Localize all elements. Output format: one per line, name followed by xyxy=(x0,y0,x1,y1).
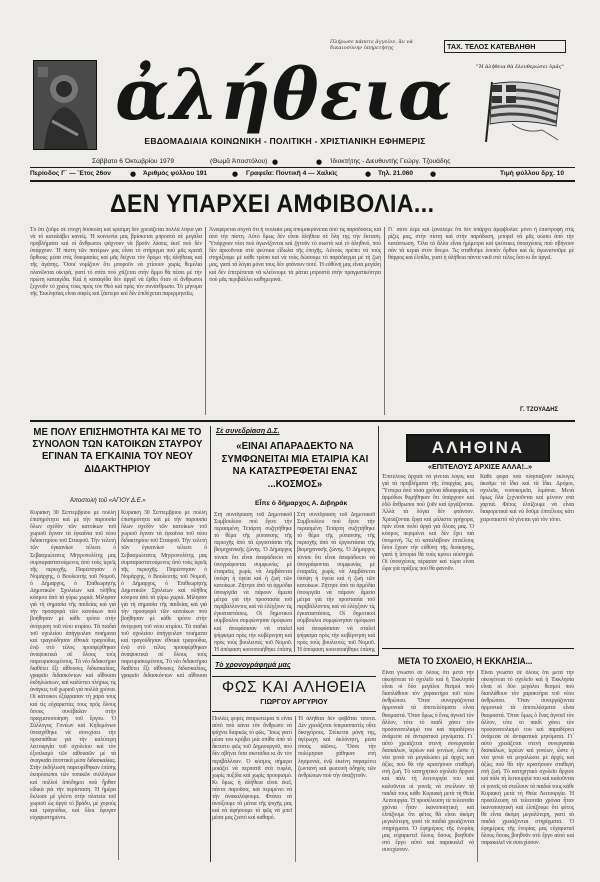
school-headline: ΜΕΤΑ ΤΟ ΣΧΟΛΕΙΟ, Η ΕΚΚΛΗΣΙΑ... xyxy=(398,656,533,666)
strip-rule xyxy=(30,180,575,182)
bullet-icon: ● xyxy=(316,158,323,166)
mid-story-headline-box xyxy=(214,440,376,502)
postage-paid-box: ΤΑΧ. ΤΕΛΟΣ ΚΑΤΕΒΛΗΘΗ xyxy=(444,40,566,53)
strip-rule xyxy=(30,167,575,168)
saint-icon-image xyxy=(33,60,97,150)
masthead-title: ἀλήθεια xyxy=(115,53,453,136)
bullet-icon: ● xyxy=(365,170,372,178)
chronicle-col-2: Ἡ ἀλήθεια δὲν φοβᾶται τίποτα. Δὲν χρειάζεται ὑπερασπιστὲς οὔτε δικηγόρους. Στέκεται μόνη της, ἀγέρωχη καὶ ἀκλόνητη, μέσα στοὺς αἰῶνες. Ὅσοι τὴν πολέμησαν χάθηκαν στὴ λησμονιά, ἐνῷ ἐκείνη παραμένει ζωντανὴ καὶ φωτεινὴ ὁδηγὸς τῶν ἀνθρώπων ποὺ τὴν ἀναζητοῦν. xyxy=(298,716,376,779)
alithina-col-1: Ἐπιτέλους ἄρχισε νὰ γίνεται λόγος καὶ γιὰ τὰ προβλήματα τῆς ἐπαρχίας μας. Ὕστερα ἀπὸ τόσα χρόνια ἀδιαφορίας οἱ ἁρμόδιοι θυμήθηκαν ὅτι ὑπάρχουν καὶ ἐδῶ ἄνθρωποι ποὺ ζοῦν καὶ ἐργάζονται. Ἀλλὰ τὰ λόγια δὲν φτάνουν. Χρειάζονται ἔργα καὶ μάλιστα γρήγορα, πρὶν εἶναι πολὺ ἀργά γιὰ ὅλους μας. Ὁ κόσμος περιμένει καὶ δὲν ἔχει πιὰ ὑπομονή. Ἂς τὸ καταλάβουν ἐπιτέλους ὅσοι ἔχουν τὴν εὐθύνη τῆς διοίκησης, γιατὶ ἡ ἱστορία θὰ τοὺς κρίνει αὐστηρά. Οἱ ὑποσχέσεις πέρασαν καὶ τώρα εἶναι ὥρα γιὰ πράξεις ποὺ θὰ φανοῦν. xyxy=(382,474,474,573)
mid-story-deck: Εἶπε ὁ δήμαρχος Α. Διβηράκ xyxy=(255,500,348,507)
chronicle-col-1: Πολλὲς φορὲς ἀναρωτιέμαι τί εἶναι αὐτὸ ποὺ κάνει τὸν ἄνθρωπο νὰ ψάχνει διαρκῶς τὸ φῶς. Ἴσως γιατὶ μέσα του κρύβει μιὰ σπίθα ἀπὸ τὸ ἄκτιστο φῶς τοῦ Δημιουργοῦ, ποὺ δὲν σβήνει ὅσα σκοτάδια κι ἂν τὸν περιβάλλουν. Ὁ κόσμος σήμερα μοιάζει νὰ περπατᾶ στὰ τυφλά, χωρὶς πυξίδα καὶ χωρὶς προορισμό. Κι ὅμως ἡ ἀλήθεια εἶναι ἐκεῖ, πάντα παροῦσα, καὶ περιμένει νὰ τὴν ἀνακαλύψουμε. Φτάνει νὰ ἀνοίξουμε τὰ μάτια τῆς ψυχῆς μας καὶ νὰ ἀφήσουμε τὸ φῶς νὰ μπεῖ μέσα μας ζεστὸ καὶ καθαρό. xyxy=(212,716,292,822)
section-rule xyxy=(382,648,574,649)
chronicle-author: ΓΙΩΡΓΟΥ ΑΡΓΥΡΙΟΥ xyxy=(260,699,328,706)
lead-column-2: Ἀναφέρεται συχνὰ ὅτι ἡ νεολαία μας ἀπομακρύνεται ἀπὸ τὶς παραδόσεις καὶ ἀπὸ τὴν πίστη. Αὐτὸ ὅμως δὲν εἶναι ἀλήθεια σὲ ὅλη της τὴν ἔκταση. Ὑπάρχουν νέοι ποὺ ἀγωνίζονται καὶ ζητοῦν τὸ σωστὸ καὶ τὸ ἀληθινό, ποὺ δὲν ἀρκοῦνται στὰ ψεύτικα εἴδωλα τῆς ἐποχῆς. Αὐτοὺς πρέπει νὰ τοὺς στηρίξουμε μὲ κάθε τρόπο καὶ νὰ τοὺς δώσουμε τὸ παράδειγμα μὲ τὴ ζωή μας, γιατὶ τὰ λόγια μόνα τους δὲν φτάνουν ποτέ. Ἡ εὐθύνη μας εἶναι μεγάλη καὶ δὲν ἐπιτρέπεται νὰ κλείνουμε τὰ μάτια μπροστὰ στὴν πραγματικότητα ποὺ μᾶς περιβάλλει καθημερινά. xyxy=(209,227,381,283)
section-rule xyxy=(212,655,378,656)
school-col-1: Εἶναι γνωστὸ σὲ ὅλους ὅτι μετὰ τὴν οἰκογένεια τὸ σχολεῖο καὶ ἡ Ἐκκλησία εἶναι οἱ δύο μεγάλοι θεσμοὶ ποὺ διαπλάθουν τὸν χαρακτήρα τοῦ νέου ἀνθρώπου. Ὅταν συνεργάζονται ἁρμονικὰ τὰ ἀποτελέσματα εἶναι θαυμαστά. Ὅταν ὅμως ὁ ἕνας ἀγνοεῖ τὸν ἄλλον, τότε τὸ παιδὶ χάνει τὸν προσανατολισμό του καὶ παραδέρνει ἀνάμεσα σὲ ἀντιφατικὰ μηνύματα. Γι᾽ αὐτὸ χρειάζεται στενὴ συνεργασία δασκάλων, ἱερέων καὶ γονέων, ὥστε ἡ νέα γενιὰ νὰ μεγαλώσει μὲ ἀρχὲς καὶ ἀξίες ποὺ θὰ τὴν κρατήσουν σταθερὴ στὴ ζωή. Τὸ κατηχητικὸ σχολεῖο ἄρχισε καὶ πάλι τὴ λειτουργία του καὶ καλοῦνται οἱ γονεῖς νὰ στείλουν τὰ παιδιά τους κάθε Κυριακὴ μετὰ τὴ Θεία Λειτουργία. Ἡ προσέλευση τὰ τελευταῖα χρόνια ἦταν ἱκανοποιητικὴ καὶ ἐλπίζουμε ὅτι φέτος θὰ εἶναι ἀκόμη μεγαλύτερη, γιατὶ τὰ παιδιὰ χρειάζονται στηρίγματα. Ὁ ἐφημέριος τῆς ἐνορίας μας εὐχαριστεῖ ὅλους ὅσους βοηθοῦν στὸ ἔργο αὐτό καὶ παρακαλεῖ νὰ συνεχίσουν. xyxy=(382,670,474,854)
chronicle-kicker: Τὸ χρονογράφημά μας xyxy=(215,662,291,669)
lead-column-3: Γι᾽ αὐτὸ λέμε καὶ ξαναλέμε ὅτι δὲν ὑπάρχει ἀμφιβολία: μόνο ἡ ἐπιστροφὴ στὶς ρίζες μας, στὴν πίστη καὶ στὴν παράδοση, μπορεῖ νὰ μᾶς σώσει ἀπὸ τὴν κατάπτωση. Ὅλα τὰ ἄλλα εἶναι ἡμίμετρα καὶ ψεύτικες ὑποσχέσεις ποὺ σβήνουν σὰν τὰ κεριὰ στὸν ἄνεμο. Ἂς σταθοῦμε λοιπὸν ὄρθιοι καὶ ἂς ἀγωνιστοῦμε μὲ θάρρος καὶ ἐλπίδα, γιατὶ ἡ ἀλήθεια πάντα νικᾶ στὸ τέλος ὅσο κι ἂν ἀργεῖ. xyxy=(388,227,574,262)
phone-number: Τηλ. 21.060 xyxy=(378,170,414,177)
mid-story-col-1: Στὴ συνεδρίαση τοῦ Δημοτικοῦ Συμβουλίου ποὺ ἔγινε τὴν περασμένη Τετάρτη συζητήθηκε τὸ θέμα τῆς ρύπανσης τῆς περιοχῆς ἀπὸ τὰ ἐργοστάσια τῆς βιομηχανικῆς ζώνης. Ὁ Δήμαρχος τόνισε ὅτι εἶναι ἀπαράδεκτο νὰ ὑπογράφονται συμφωνίες μὲ ἑταιρεῖες χωρὶς νὰ λαμβάνεται ὑπόψη ἡ ὑγεία καὶ ἡ ζωὴ τῶν κατοίκων. Ζήτησε ἀπὸ τὰ ἁρμόδια ὑπουργεῖα νὰ πάρουν ἄμεσα μέτρα γιὰ τὴν προστασία τοῦ περιβάλλοντος καὶ νὰ ἐλέγξουν τὶς ἐγκαταστάσεις. Οἱ δημοτικοὶ σύμβουλοι συμφώνησαν ὁμόφωνα καὶ ἀποφάσισαν νὰ σταλεῖ ψήφισμα πρὸς τὴν κυβέρνηση καὶ πρὸς τοὺς βουλευτὲς τοῦ Νομοῦ. Ἡ ἀπόφαση κοινοποιήθηκε ἐπίσης xyxy=(214,512,292,652)
chronicle-title-box xyxy=(212,676,376,712)
saint-icon xyxy=(34,61,96,149)
column-rule xyxy=(477,670,478,862)
office-address: Γραφεῖα: Ποντικῆ 4 — Χαλκὶς xyxy=(246,170,338,177)
chronicle-title: ΦΩΣ ΚΑΙ ΑΛΗΘΕΙΑ xyxy=(221,679,367,696)
alithina-subtitle: «ΕΠΙΤΕΛΟΥΣ ΑΡΧΙΣΕ ΑΛΛΑ!..» xyxy=(428,462,532,471)
bullet-icon: ● xyxy=(272,158,279,166)
column-rule xyxy=(210,426,211,862)
mid-story-headline: «ΕΙΝΑΙ ΑΠΑΡΑΔΕΚΤΟ ΝΑ ΣΥΜΦΩΝΕΙΤΑΙ ΜΙΑ ΕΤΑΙΡΙΑ ΚΑΙ ΝΑ ΚΑΤΑΣΤΡΕΦΕΤΑΙ ΕΝΑΣ ...ΚΟΣΜΟΣ» xyxy=(221,440,369,490)
column-rule xyxy=(205,227,206,415)
left-story-col-1: Κυριακὴ 30 Σεπτεμβρίου μὲ πολλὴ ἐπισημότητα καὶ μὲ τὴν παρουσία ὅλων σχεδὸν τῶν κατοίκων τοῦ χωριοῦ ἔγιναν τὰ ἐγκαίνια τοῦ νέου διδακτηρίου τοῦ Σταυροῦ. Τὴν τελετὴ τῶν ἐγκαινίων τέλεσε ὁ Σεβασμιώτατος Μητροπολίτης μας συμπαραστατούμενος ἀπὸ τοὺς ἱερεῖς τῆς περιοχῆς. Παρέστησαν ὁ Νομάρχης, ὁ Βουλευτὴς τοῦ Νομοῦ, ὁ Δήμαρχος, ὁ Ἐπιθεωρητὴς Δημοτικῶν Σχολείων καὶ πλῆθος κόσμου ἀπὸ τὰ γύρω χωριά. Μίλησαν γιὰ τὴ σημασία τῆς παιδείας καὶ γιὰ τὴν προσφορὰ τῶν κατοίκων ποὺ βοήθησαν μὲ κάθε τρόπο στὴν ἀνέγερση τοῦ νέου κτιρίου. Τὰ παιδιὰ τοῦ σχολείου ἀπήγγειλαν ποιήματα καὶ τραγούδησαν ἐθνικὰ τραγούδια, ἐνῷ στὸ τέλος προσφέρθηκαν ἀναψυκτικὰ σὲ ὅλους τοὺς παρευρισκομένους. Τὸ νέο διδακτήριο διαθέτει ἕξι αἴθουσες διδασκαλίας, γραφεῖο διδασκόντων καὶ αἴθουσα ἐκδηλώσεων, καὶ καλύπτει πλήρως τὶς ἀνάγκες τοῦ χωριοῦ γιὰ πολλὰ χρόνια. Οἱ κάτοικοι ἐξέφρασαν τὴ χαρά τους καὶ τὶς εὐχαριστίες τους πρὸς ὅλους ὅσους συνέβαλαν στὴν πραγματοποίηση τοῦ ἔργου. Ὁ Σύλλογος Γονέων καὶ Κηδεμόνων ὑποσχέθηκε νὰ συνεχίσει τὴν προσπάθεια γιὰ τὴν καλύτερη λειτουργία τοῦ σχολείου καὶ τὸν ἐξοπλισμὸ τῶν αἰθουσῶν μὲ τὰ ἀναγκαῖα ἐποπτικὰ μέσα διδασκαλίας. Στὴν ἐκδήλωση παρευρέθηκαν ἐπίσης ἐκπρόσωποι τῶν τοπικῶν συλλόγων καὶ πολλοὶ ἀπόδημοι ποὺ ἦρθαν εἰδικὰ γιὰ τὴν περίσταση. Ἡ ἡμέρα ἔκλεισε μὲ γλέντι στὴν πλατεία τοῦ χωριοῦ ὡς ἀργὰ τὸ βράδυ, μὲ χορούς καὶ τραγούδια, καὶ ὅλοι ἔφυγαν εὐχαριστημένοι. xyxy=(30,510,116,822)
issue-date: Σάββατο 6 Ὀκτωβρίου 1979 xyxy=(92,158,174,165)
masthead-subtitle: ΕΒΔΟΜΑΔΙΑΙΑ ΚΟΙΝΩΝΙΚΗ - ΠΟΛΙΤΙΚΗ - ΧΡΙΣΤΙΑΝΙΚΗ ΕΦΗΜΕΡΙΣ xyxy=(144,136,426,146)
bullet-icon: ● xyxy=(232,170,239,178)
alithina-col-2: Κάθε φορὰ ποὺ πλησιάζουν ἐκλογὲς ἀκοῦμε τὰ ἴδια καὶ τὰ ἴδια. Δρόμοι, σχολεῖα, νοσοκομεῖα, λιμάνια. Μετὰ ὅμως ὅλα ξεχνιοῦνται καὶ μένουν στὰ χαρτιά. Φέτος ἐλπίζουμε νὰ εἶναι διαφορετικά καὶ νὰ δοῦμε ἐπιτέλους κάτι χειροπιαστό νὰ γίνεται γιὰ τὸν τόπο. xyxy=(480,474,574,523)
left-story-headline-box xyxy=(30,426,206,496)
price: Τιμὴ φύλλου δρχ. 10 xyxy=(500,170,565,177)
lead-signature: Γ. ΤΖΟΥΑΔΗΣ xyxy=(520,407,559,413)
flag-caption: "Ἡ ἀλήθεια θὰ ἐλευθερώσει ὑμᾶς" xyxy=(476,64,564,70)
column-rule xyxy=(384,227,385,415)
mid-story-col-2: Στὴ συνεδρίαση τοῦ Δημοτικοῦ Συμβουλίου ποὺ ἔγινε τὴν περασμένη Τετάρτη συζητήθηκε τὸ θέμα τῆς ρύπανσης τῆς περιοχῆς ἀπὸ τὰ ἐργοστάσια τῆς βιομηχανικῆς ζώνης. Ὁ Δήμαρχος τόνισε ὅτι εἶναι ἀπαράδεκτο νὰ ὑπογράφονται συμφωνίες μὲ ἑταιρεῖες χωρὶς νὰ λαμβάνεται ὑπόψη ἡ ὑγεία καὶ ἡ ζωὴ τῶν κατοίκων. Ζήτησε ἀπὸ τὰ ἁρμόδια ὑπουργεῖα νὰ πάρουν ἄμεσα μέτρα γιὰ τὴν προστασία τοῦ περιβάλλοντος καὶ νὰ ἐλέγξουν τὶς ἐγκαταστάσεις. Οἱ δημοτικοὶ σύμβουλοι συμφώνησαν ὁμόφωνα καὶ ἀποφάσισαν νὰ σταλεῖ ψήφισμα πρὸς τὴν κυβέρνηση καὶ πρὸς τοὺς βουλευτὲς τοῦ Νομοῦ. Ἡ ἀπόφαση κοινοποιήθηκε ἐπίσης xyxy=(297,512,375,652)
lead-headline: ΔΕΝ ΥΠΑΡΧΕΙ ΑΜΦΙΒΟΛΙΑ... xyxy=(110,190,435,218)
column-rule xyxy=(378,426,379,656)
column-rule xyxy=(295,716,296,862)
left-story-headline: ΜΕ ΠΟΛΥ ΕΠΙΣΗΜΟΤΗΤΑ ΚΑΙ ΜΕ ΤΟ ΣΥΝΟΛΟΝ ΤΩΝ ΚΑΤΟΙΚΩΝ ΣΤΑΥΡΟΥ ΕΓΙΝΑΝ ΤΑ ΕΓΚΑΙΝΙΑ ΤΟΥ ΝΕΟΥ ΔΙΔΑΚΤΗΡΙΟΥ xyxy=(32,426,203,475)
greek-flag-image xyxy=(482,80,564,142)
top-note-left: Πλήρωσε κάποτε ἀγγεῖον, ἂν νὰ δικαιοσύνην ὑπηρετήσῃς xyxy=(330,39,413,51)
alithina-banner xyxy=(406,434,550,462)
school-col-2: Εἶναι γνωστὸ σὲ ὅλους ὅτι μετὰ τὴν οἰκογένεια τὸ σχολεῖο καὶ ἡ Ἐκκλησία εἶναι οἱ δύο μεγάλοι θεσμοὶ ποὺ διαπλάθουν τὸν χαρακτήρα τοῦ νέου ἀνθρώπου. Ὅταν συνεργάζονται ἁρμονικὰ τὰ ἀποτελέσματα εἶναι θαυμαστά. Ὅταν ὅμως ὁ ἕνας ἀγνοεῖ τὸν ἄλλον, τότε τὸ παιδὶ χάνει τὸν προσανατολισμό του καὶ παραδέρνει ἀνάμεσα σὲ ἀντιφατικὰ μηνύματα. Γι᾽ αὐτὸ χρειάζεται στενὴ συνεργασία δασκάλων, ἱερέων καὶ γονέων, ὥστε ἡ νέα γενιὰ νὰ μεγαλώσει μὲ ἀρχὲς καὶ ἀξίες ποὺ θὰ τὴν κρατήσουν σταθερὴ στὴ ζωή. Τὸ κατηχητικὸ σχολεῖο ἄρχισε καὶ πάλι τὴ λειτουργία του καὶ καλοῦνται οἱ γονεῖς νὰ στείλουν τὰ παιδιά τους κάθε Κυριακὴ μετὰ τὴ Θεία Λειτουργία. Ἡ προσέλευση τὰ τελευταῖα χρόνια ἦταν ἱκανοποιητικὴ καὶ ἐλπίζουμε ὅτι φέτος θὰ εἶναι ἀκόμη μεγαλύτερη, γιατὶ τὰ παιδιὰ χρειάζονται στηρίγματα. Ὁ ἐφημέριος τῆς ἐνορίας μας εὐχαριστεῖ ὅλους ὅσους βοηθοῦν στὸ ἔργο αὐτό καὶ παρακαλεῖ νὰ συνεχίσουν. xyxy=(481,670,574,847)
left-story-byline: Ἀποστολὴ τοῦ «ΑΓΙΟΥ Δ.Ε.» xyxy=(70,498,146,504)
flag-icon xyxy=(482,80,564,142)
left-story-col-2: Κυριακὴ 30 Σεπτεμβρίου μὲ πολλὴ ἐπισημότητα καὶ μὲ τὴν παρουσία ὅλων σχεδὸν τῶν κατοίκων τοῦ χωριοῦ ἔγιναν τὰ ἐγκαίνια τοῦ νέου διδακτηρίου τοῦ Σταυροῦ. Τὴν τελετὴ τῶν ἐγκαινίων τέλεσε ὁ Σεβασμιώτατος Μητροπολίτης μας συμπαραστατούμενος ἀπὸ τοὺς ἱερεῖς τῆς περιοχῆς. Παρέστησαν ὁ Νομάρχης, ὁ Βουλευτὴς τοῦ Νομοῦ, ὁ Δήμαρχος, ὁ Ἐπιθεωρητὴς Δημοτικῶν Σχολείων καὶ πλῆθος κόσμου ἀπὸ τὰ γύρω χωριά. Μίλησαν γιὰ τὴ σημασία τῆς παιδείας καὶ γιὰ τὴν προσφορὰ τῶν κατοίκων ποὺ βοήθησαν μὲ κάθε τρόπο στὴν ἀνέγερση τοῦ νέου κτιρίου. Τὰ παιδιὰ τοῦ σχολείου ἀπήγγειλαν ποιήματα καὶ τραγούδησαν ἐθνικὰ τραγούδια, ἐνῷ στὸ τέλος προσφέρθηκαν ἀναψυκτικὰ σὲ ὅλους τοὺς παρευρισκομένους. Τὸ νέο διδακτήριο διαθέτει ἕξι αἴθουσες διδασκαλίας, γραφεῖο διδασκόντων καὶ αἴθουσα xyxy=(121,510,207,680)
alithina-title: ΑΛΗΘΙΝΑ xyxy=(431,438,525,457)
period-year: Περίοδος Γ΄ — Ἔτος 26ον xyxy=(30,170,111,177)
owner-line: Ἰδιοκτήτης - Διευθυντὴς Γεώργ. Τζουάδης xyxy=(330,158,451,165)
feast-day: (Θωμᾶ Ἀποστόλου) xyxy=(210,158,268,165)
bullet-icon: ● xyxy=(130,170,137,178)
section-rule xyxy=(30,420,575,422)
lead-column-1: Τὸ ὅτι ζοῦμε σὲ ἐποχὴ δύσκολη καὶ κρίσιμη δὲν χρειάζεται πολλὰ λόγια γιὰ νὰ τὸ καταλάβει κανείς. Ἡ κοινωνία μας βρίσκεται μπροστὰ σὲ μεγάλα προβλήματα καὶ οἱ ἄνθρωποι ψάχνουν νὰ βροῦν λύσεις ἐκεῖ ποὺ δὲν ὑπάρχουν. Ἡ πίστη τῶν πατέρων μας εἶναι τὸ στήριγμα ποὺ μᾶς κρατᾶ ὄρθιους μέσα στὶς δοκιμασίες καὶ μᾶς δείχνει τὸν δρόμο τῆς ἀλήθειας καὶ τῆς ἀγάπης. Ὅσοι νομίζουν ὅτι μποροῦν νὰ χτίσουν χωρὶς θεμέλια πλανῶνται οἰκτρά, γιατὶ τὸ σπίτι ποὺ χτίζεται στὴν ἄμμο θὰ πέσει μὲ τὴν πρώτη καταιγίδα. Καὶ ἡ καταιγίδα δὲν ἀργεῖ νὰ ἔρθει ὅταν οἱ ἄνθρωποι ξεχνοῦν τὸ χρέος τους πρὸς τὸν Θεὸ καὶ πρὸς τὸν συνάνθρωπο. Τὸ μήνυμα τῆς Ἐκκλησίας εἶναι σαφὲς καὶ ξάστερο καὶ δὲν ἐπιδέχεται παρερμηνεῖες. xyxy=(30,227,202,297)
column-rule xyxy=(294,512,295,652)
issue-number: Ἀριθμὸς φύλλου 191 xyxy=(143,170,208,177)
column-rule xyxy=(118,510,119,860)
bullet-icon: ● xyxy=(430,170,437,178)
mid-story-kicker: Σὲ συνεδρίαση Δ.Σ. xyxy=(216,428,280,435)
